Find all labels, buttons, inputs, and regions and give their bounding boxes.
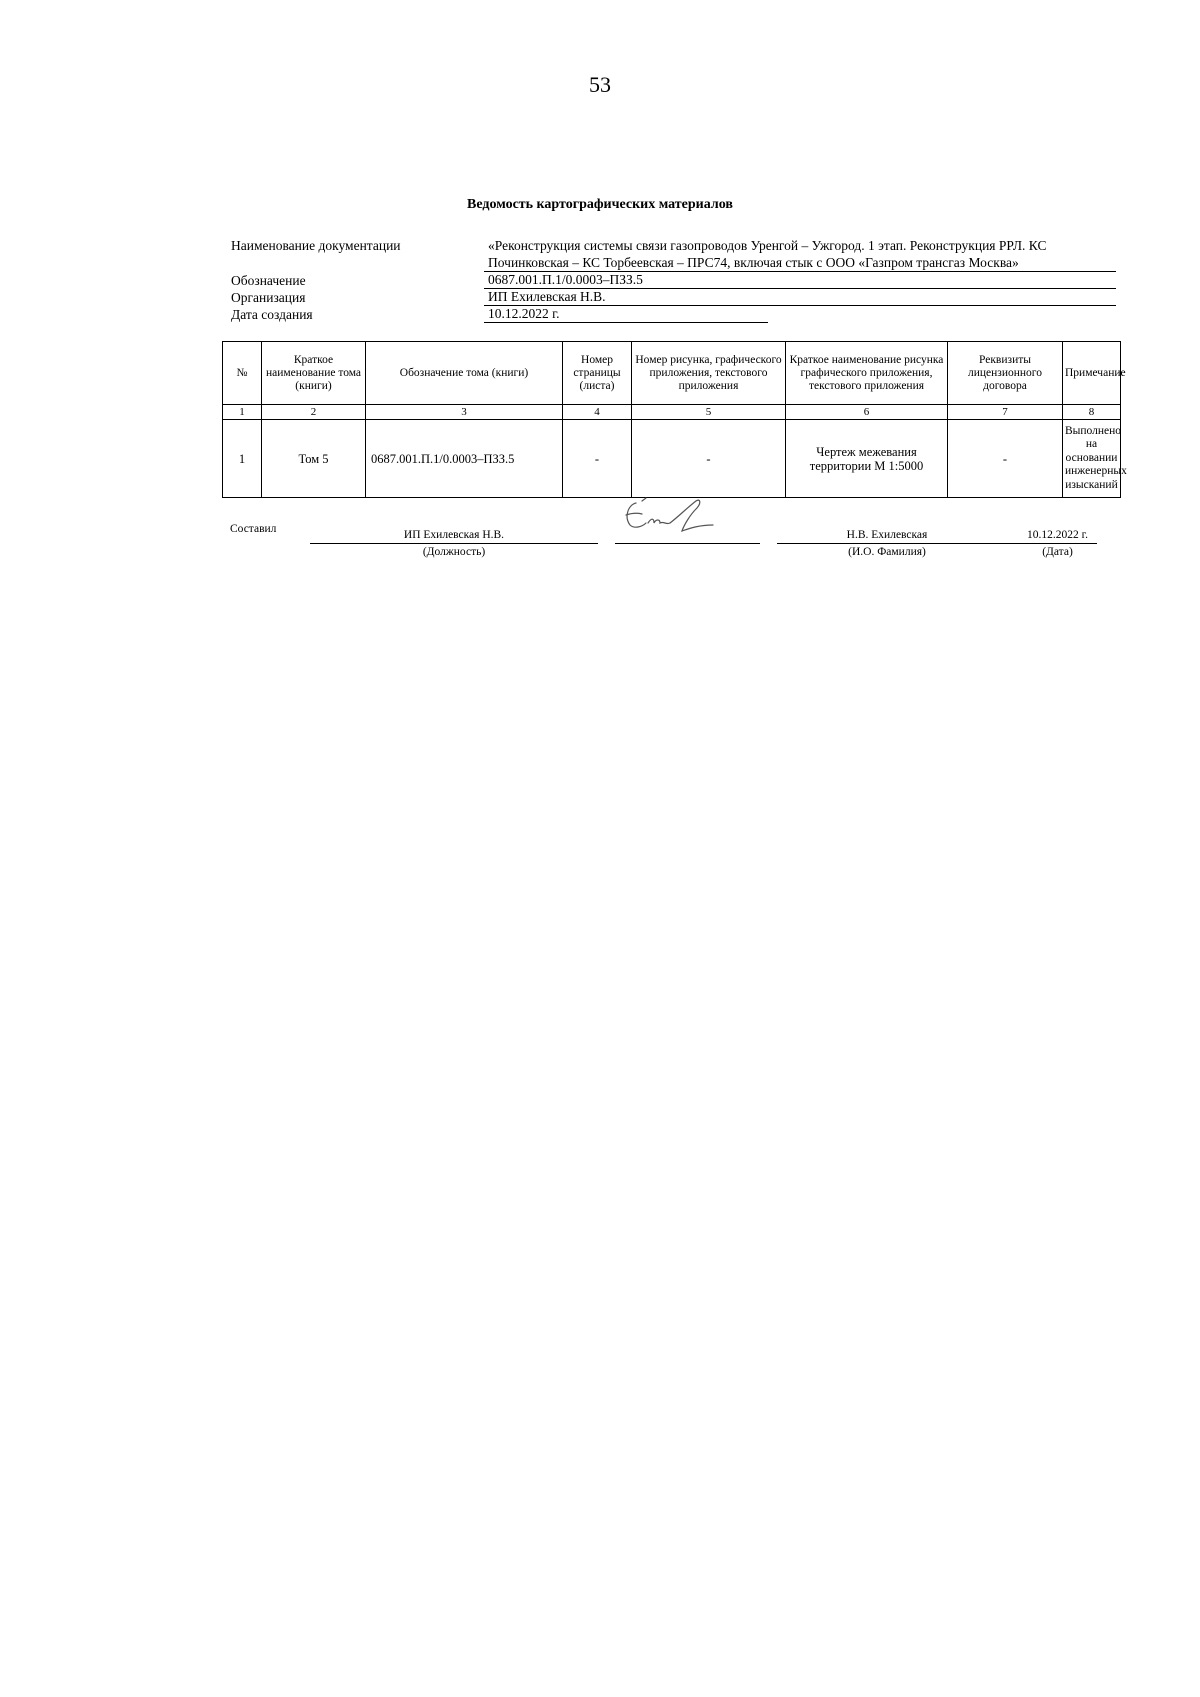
position-caption: (Должность) — [422, 546, 486, 558]
table-row — [223, 420, 1121, 498]
designation-value: 0687.001.П.1/0.0003–ПЗЗ.5 — [484, 271, 1116, 289]
table-cell: 0687.001.П.1/0.0003–ПЗЗ.5 — [366, 420, 563, 498]
doc-name-label: Наименование документации — [231, 238, 401, 253]
column-header: Краткое наименование рисунка графического приложения, текстового приложения — [786, 342, 948, 405]
doc-name-line1: «Реконструкция системы связи газопроводов Уренгой – Ужгород. 1 этап. Реконструкция РРЛ. КС — [488, 238, 1047, 253]
column-numbers-row — [223, 405, 1121, 420]
table-cell: Чертеж межевания территории М 1:5000 — [786, 420, 948, 498]
column-header: Краткое наименование тома (книги) — [262, 342, 366, 405]
column-number: 5 — [632, 405, 786, 420]
column-number: 4 — [563, 405, 632, 420]
column-number: 3 — [366, 405, 563, 420]
organization-label: Организация — [231, 290, 306, 305]
position-value: ИП Ехилевская Н.В. — [403, 529, 505, 541]
column-number: 6 — [786, 405, 948, 420]
table-cell: - — [948, 420, 1063, 498]
signature-line — [615, 543, 760, 544]
table-cell: Том 5 — [262, 420, 366, 498]
organization-value: ИП Ехилевская Н.В. — [484, 288, 1116, 306]
column-header: Номер рисунка, графического приложения, текстового приложения — [632, 342, 786, 405]
table-cell: - — [563, 420, 632, 498]
name-caption: (И.О. Фамилия) — [848, 546, 926, 558]
position-line — [310, 543, 598, 544]
column-header: № — [223, 342, 262, 405]
column-number: 7 — [948, 405, 1063, 420]
cartographic-materials-table — [222, 341, 1127, 498]
page-number: 53 — [589, 72, 611, 97]
footer-date-caption: (Дата) — [1042, 546, 1073, 558]
column-number: 1 — [223, 405, 262, 420]
table-cell: Выполнено на основании инженерных изысканий — [1063, 420, 1121, 498]
table-header-row — [223, 342, 1121, 405]
column-header: Примечание — [1063, 342, 1121, 405]
column-header: Обозначение тома (книги) — [366, 342, 563, 405]
designation-label: Обозначение — [231, 273, 306, 288]
column-number: 8 — [1063, 405, 1121, 420]
column-header: Реквизиты лицензионного договора — [948, 342, 1063, 405]
document-title: Ведомость картографических материалов — [467, 197, 733, 212]
compiled-by-label: Составил — [230, 523, 277, 535]
table-cell: - — [632, 420, 786, 498]
date-value: 10.12.2022 г. — [484, 305, 768, 323]
date-label: Дата создания — [231, 307, 313, 322]
doc-name-line2: Починковская – КС Торбеевская – ПРС74, включая стык с ООО «Газпром трансгаз Москва» — [484, 254, 1116, 272]
footer-date-value: 10.12.2022 г. — [1027, 529, 1088, 541]
column-number: 2 — [262, 405, 366, 420]
table-cell: 1 — [223, 420, 262, 498]
name-date-line — [777, 543, 1097, 544]
handwritten-signature — [618, 495, 723, 540]
column-header: Номер страницы (листа) — [563, 342, 632, 405]
name-value: Н.В. Ехилевская — [846, 529, 928, 541]
